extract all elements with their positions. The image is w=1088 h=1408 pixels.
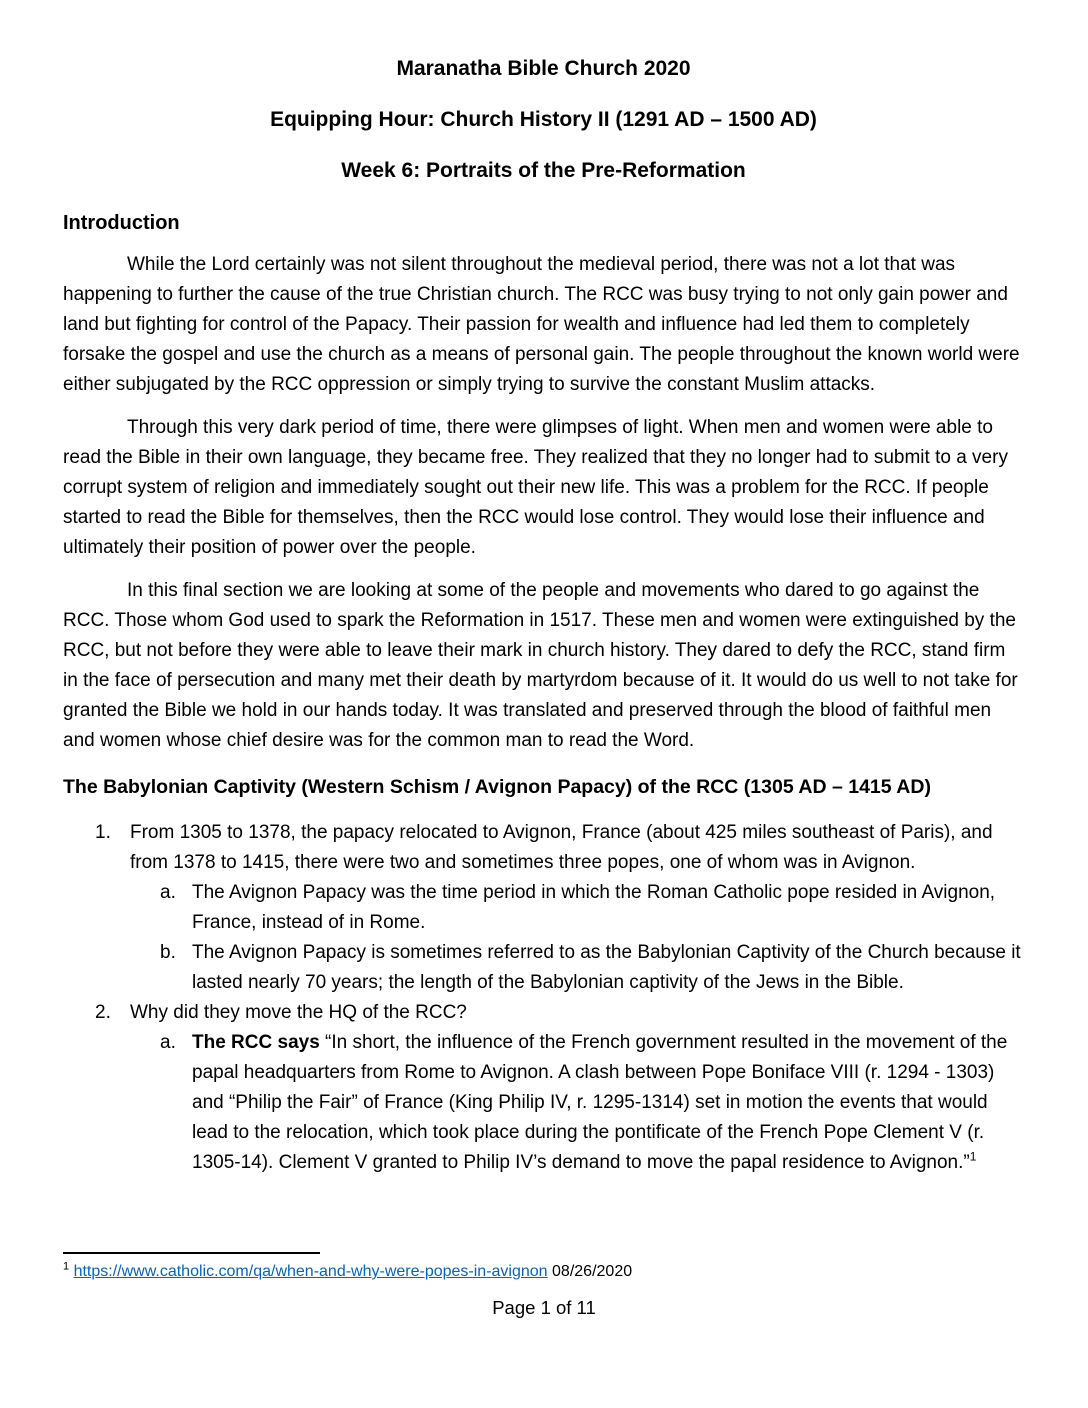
footnote-area <box>63 1252 1025 1283</box>
footnote-separator <box>63 1252 320 1254</box>
intro-paragraph-1: While the Lord certainly was not silent throughout the medieval period, there was not a lot that was happening to further the cause of the true Christian church. The RCC was busy trying to not only gain power and land but fighting for control of the Papacy. Their passion for wealth and influence had led them to completely forsake the gospel and use the church as a means of personal gain. The people throughout the known world were either subjugated by the RCC oppression or simply trying to survive the constant Muslim attacks. <box>63 254 1020 395</box>
doc-title-line-2: Equipping Hour: Church History II (1291 AD – 1500 AD) <box>270 108 817 131</box>
list-item-2a-marker: a. <box>160 1032 176 1053</box>
intro-paragraph-3: In this final section we are looking at some of the people and movements who dared to go against the RCC. Those whom God used to spark the Reformation in 1517. These men and women were extinguished by the RCC, but not before they were able to leave their mark in church history. They dared to defy the RCC, stand firm in the face of persecution and many met their death by martyrdom because of it. It would do us well to not take for granted the Bible we hold in our hands today. It was translated and preserved through the blood of faithful men and women whose chief desire was for the common man to read the Word. <box>63 580 1018 751</box>
section-heading: The Babylonian Captivity (Western Schism / Avignon Papacy) of the RCC (1305 AD – 1415 AD) <box>63 776 931 798</box>
doc-title-line-3: Week 6: Portraits of the Pre-Reformation <box>341 159 746 182</box>
footnote-link[interactable]: https://www.catholic.com/qa/when-and-why-were-popes-in-avignon <box>73 1263 548 1280</box>
page-number: Page 1 of 11 <box>492 1297 596 1318</box>
rcc-says-quote: “In short, the influence of the French government resulted in the movement of the papal headquarters from Rome to Avignon. A clash between Pope Boniface VIII (r. 1294 - 1303) and “Philip the Fair” of France (King Philip IV, r. 1295-1314) set in motion the events that would lead to the relocation, which took place during the pontificate of the French Pope Clement V (r. 1305-14). Clement V granted to Philip IV’s demand to move the papal residence to Avignon.” <box>192 1032 1008 1173</box>
list-item-1a-text: The Avignon Papacy was the time period in which the Roman Catholic pope resided in Avignon, France, instead of in Rome. <box>192 882 996 933</box>
list-item-1a <box>160 878 1024 938</box>
list-item-1a-marker: a. <box>160 882 176 903</box>
footnote <box>63 1261 1025 1283</box>
intro-heading: Introduction <box>63 212 180 234</box>
list-item-2 <box>63 998 1024 1028</box>
list-item-2a <box>160 1028 1024 1178</box>
rcc-says-bold-lead: The RCC says <box>192 1032 326 1053</box>
list-item-1-text: From 1305 to 1378, the papacy relocated to Avignon, France (about 425 miles southeast of Paris), and from 1378 to 1415, there were two and sometimes three popes, one of whom was in Avignon. <box>130 822 993 873</box>
section-list <box>63 818 1024 1178</box>
list-item-1 <box>63 818 1024 878</box>
list-item-1-number: 1. <box>95 822 111 843</box>
list-item-1b-marker: b. <box>160 942 176 963</box>
doc-title-line-1: Maranatha Bible Church 2020 <box>396 57 691 80</box>
list-item-2-number: 2. <box>95 1002 111 1023</box>
footnote-number: 1 <box>63 1260 70 1273</box>
list-item-1b <box>160 938 1024 998</box>
footnote-reference-mark: 1 <box>969 1149 977 1164</box>
footnote-date: 08/26/2020 <box>552 1263 633 1280</box>
intro-paragraph-2: Through this very dark period of time, there were glimpses of light. When men and women were able to read the Bible in their own language, they became free. They realized that they no longer had to submit to a very corrupt system of religion and immediately sought out their new life. This was a problem for the RCC. If people started to read the Bible for themselves, then the RCC would lose control. They would lose their influence and ultimately their position of power over the people. <box>63 417 1008 558</box>
list-item-2a-text <box>192 1028 1024 1178</box>
list-item-2-text: Why did they move the HQ of the RCC? <box>130 1002 467 1023</box>
list-item-1b-text: The Avignon Papacy is sometimes referred to as the Babylonian Captivity of the Church because it lasted nearly 70 years; the length of the Babylonian captivity of the Jews in the Bible. <box>192 942 1021 993</box>
